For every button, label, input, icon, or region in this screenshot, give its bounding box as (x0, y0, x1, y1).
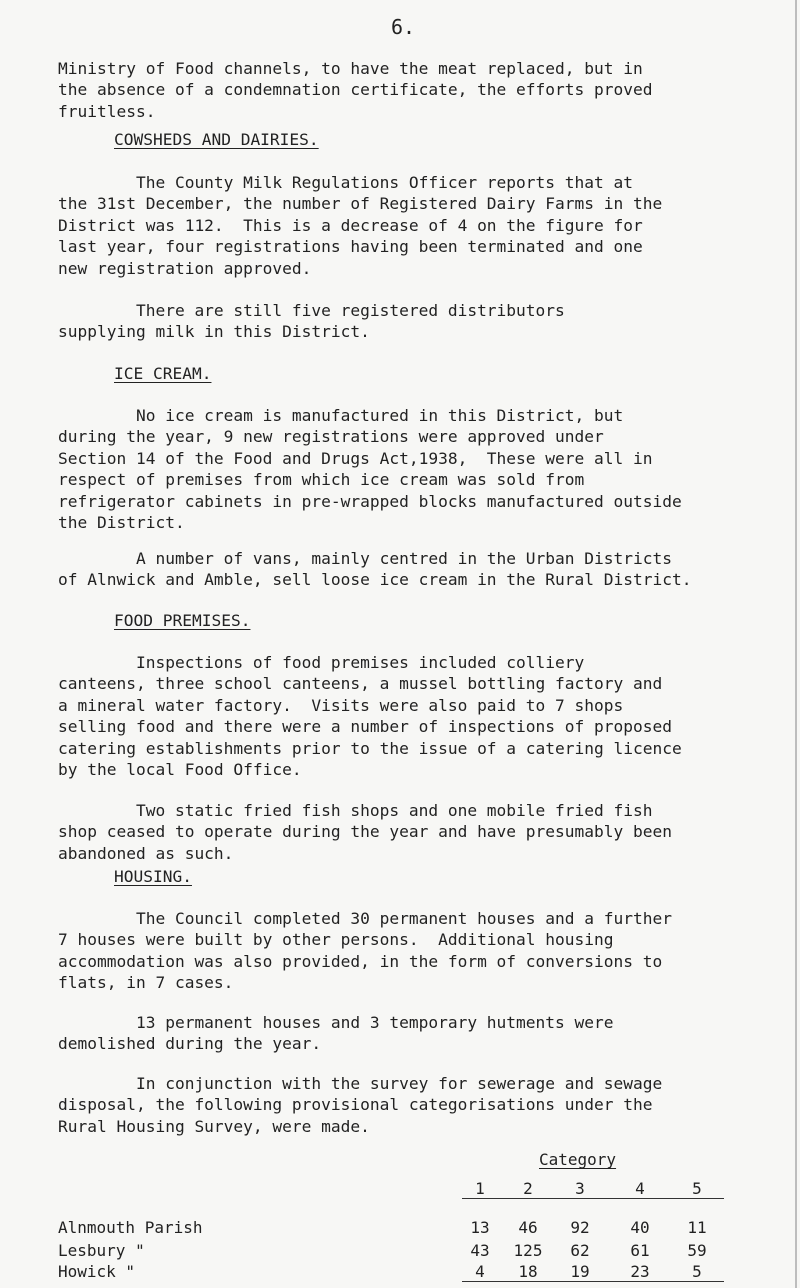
table-cell: 18 (518, 1262, 538, 1281)
paragraph-food-inspections: Inspections of food premises included colliery canteens, three school canteens, a mussel bottling factory and a mineral water factory. Visits were also paid to 7 shops selling food and there were a number of inspections of proposed catering establishments prior to the issue of a catering licence by the local Food Office. (58, 653, 682, 780)
table-category-heading: Category (539, 1150, 617, 1169)
subtotal-rule (462, 1281, 724, 1282)
table-cell: 5 (692, 1262, 702, 1281)
paragraph-milk-regulations: The County Milk Regulations Officer reports that at the 31st December, the number of Registered Dairy Farms in the District was 112. This is a decrease of 4 on the figure for last year, four registrations having been terminated and one new registration approved. (58, 173, 663, 278)
table-cell: 11 (687, 1218, 707, 1237)
paragraph-ice-cream-vans: A number of vans, mainly centred in the Urban Districts of Alnwick and Amble, sell loose ice cream in the Rural District. (58, 549, 692, 590)
row-label-howick: Howick " (58, 1262, 136, 1281)
paragraph-distributors: There are still five registered distributors supplying milk in this District. (58, 301, 565, 342)
paragraph-houses-demolished: 13 permanent houses and 3 temporary hutments were demolished during the year. (58, 1013, 614, 1054)
column-header: 1 (475, 1179, 485, 1198)
page-edge-shadow (795, 0, 797, 1288)
paragraph-housing-survey: In conjunction with the survey for sewerage and sewage disposal, the following provisional categorisations under the Rural Housing Survey, were made. (58, 1074, 663, 1136)
paragraph-ice-cream-registrations: No ice cream is manufactured in this District, but during the year, 9 new registrations were approved under Section 14 of the Food and Drugs Act,1938, These were all in respect of premises from which ice cream was sold from refrigerator cabinets in pre-wrapped blocks manufactured outside the District. (58, 406, 682, 533)
table-cell: 19 (570, 1262, 590, 1281)
table-cell: 61 (630, 1241, 650, 1260)
header-rule (462, 1198, 724, 1199)
heading-cowsheds-and-dairies: COWSHEDS AND DAIRIES. (114, 130, 319, 149)
heading-ice-cream: ICE CREAM. (114, 364, 212, 383)
column-header: 5 (692, 1179, 702, 1198)
table-cell: 46 (518, 1218, 538, 1237)
paragraph-ministry-of-food: Ministry of Food channels, to have the meat replaced, but in the absence of a condemnation certificate, the efforts proved fruitless. (58, 59, 653, 121)
table-cell: 23 (630, 1262, 650, 1281)
table-cell: 43 (470, 1241, 490, 1260)
column-header: 4 (635, 1179, 645, 1198)
column-header: 2 (523, 1179, 533, 1198)
page-number: 6. (391, 15, 416, 39)
column-header: 3 (575, 1179, 585, 1198)
heading-housing: HOUSING. (114, 867, 192, 886)
heading-food-premises: FOOD PREMISES. (114, 611, 251, 630)
table-cell: 59 (687, 1241, 707, 1260)
table-cell: 13 (470, 1218, 490, 1237)
paragraph-fried-fish-shops: Two static fried fish shops and one mobile fried fish shop ceased to operate during the year and have presumably been abandoned as such. (58, 801, 672, 863)
paragraph-houses-completed: The Council completed 30 permanent houses and a further 7 houses were built by other persons. Additional housing accommodation was also provided, in the form of conversions to flats, in 7 cases. (58, 909, 672, 993)
row-label-lesbury: Lesbury " (58, 1241, 145, 1260)
table-cell: 92 (570, 1218, 590, 1237)
table-cell: 4 (475, 1262, 485, 1281)
table-cell: 125 (513, 1241, 543, 1260)
table-cell: 62 (570, 1241, 590, 1260)
table-cell: 40 (630, 1218, 650, 1237)
row-label-alnmouth: Alnmouth Parish (58, 1218, 203, 1237)
